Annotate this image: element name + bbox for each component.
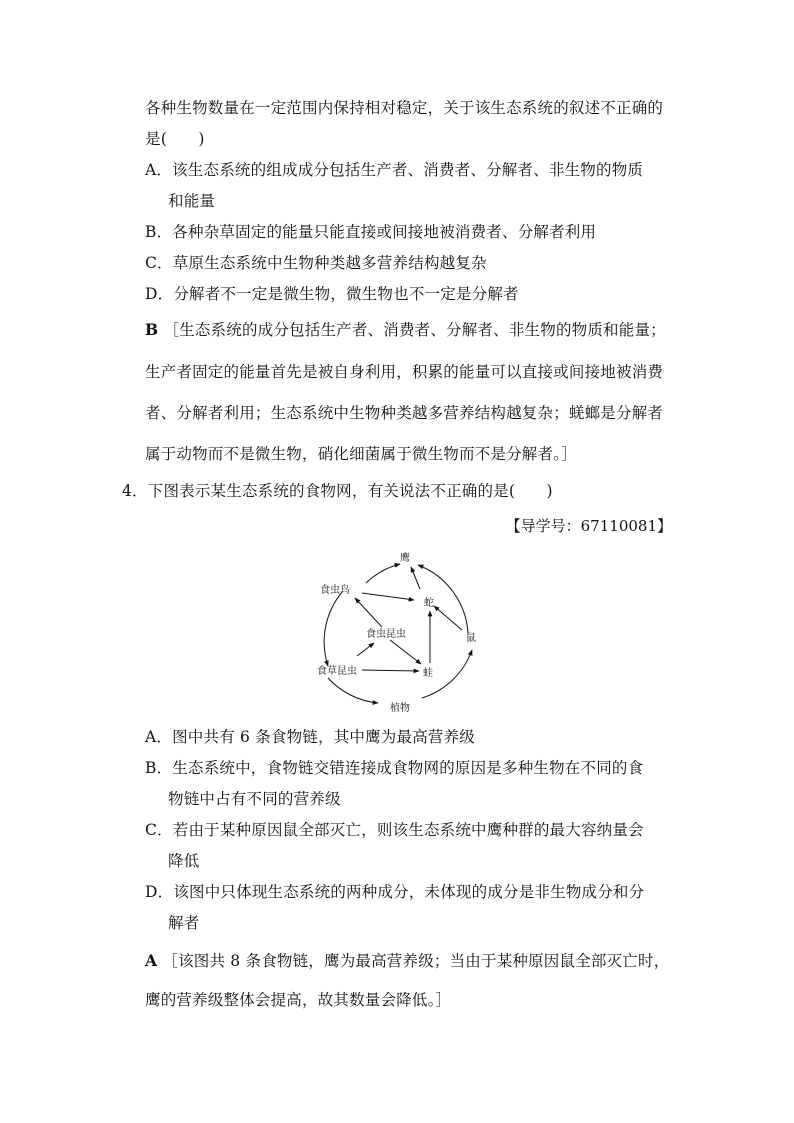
- q4-explanation-text1: ［该图共 8 条食物链，鹰为最高营养级；当由于某种原因鼠全部灭亡时，: [162, 952, 670, 970]
- label-mouse: 鼠: [466, 633, 476, 644]
- arrow-herbivore-to-frog: [362, 670, 419, 671]
- q4-stem: 4．下图表示某生态系统的食物网，有关说法不正确的是( ): [122, 482, 553, 500]
- q4-option-c-line2: 降低: [168, 852, 200, 870]
- q3-explanation-line4: 属于动物而不是微生物，硝化细菌属于微生物而不是分解者。］: [145, 445, 577, 463]
- q4-option-d-line2: 解者: [168, 914, 200, 932]
- q3-option-d: D．分解者不一定是微生物，微生物也不一定是分解者: [145, 285, 519, 303]
- arrow-insect-to-bird: [355, 598, 382, 627]
- q4-option-c-line1: C．若由于某种原因鼠全部灭亡，则该生态系统中鹰种群的最大容纳量会: [145, 821, 644, 839]
- arrow-insect-to-frog: [390, 640, 421, 664]
- label-hawk: 鹰: [400, 553, 410, 564]
- q4-explanation-line1: [145, 951, 669, 971]
- arrow-bird-to-snake: [362, 593, 414, 600]
- arrow-herbivore-to-insect: [357, 643, 374, 656]
- guide-number: 【导学号：67110081】: [505, 517, 672, 535]
- q4-explanation-line2: 鹰的营养级整体会提高，故其数量会降低。］: [145, 991, 452, 1009]
- label-insectivorous-bird: 食虫鸟: [320, 585, 350, 596]
- q4-option-b-line1: B．生态系统中，食物链交错连接成食物网的原因是多种生物在不同的食: [145, 759, 644, 777]
- label-insectivorous-insect: 食虫昆虫: [366, 629, 406, 640]
- q4-option-b-line2: 物链中占有不同的营养级: [168, 790, 341, 808]
- q3-explanation-line2: 生产者固定的能量首先是被自身利用，积累的能量可以直接或间接地被消费: [145, 363, 664, 381]
- q3-explanation-line1: [145, 320, 666, 340]
- q4-option-d-line1: D．该图中只体现生态系统的两种成分，未体现的成分是非生物成分和分: [145, 883, 645, 901]
- q3-option-a-line1: A．该生态系统的组成成分包括生产者、消费者、分解者、非生物的物质: [145, 161, 644, 179]
- arrow-snake-to-hawk: [411, 567, 420, 589]
- arc-herbivore-to-bird: [324, 591, 343, 666]
- label-plant: 植物: [390, 703, 410, 714]
- q4-option-a: A．图中共有 6 条食物链，其中鹰为最高营养级: [145, 728, 476, 746]
- q3-explanation-text1: ［生态系统的成分包括生产者、消费者、分解者、非生物的物质和能量；: [163, 321, 666, 339]
- q3-stem-line2: 是( ): [145, 130, 205, 148]
- q3-answer-letter: B: [145, 320, 159, 339]
- label-frog: 蛙: [423, 668, 433, 679]
- food-web-diagram: [300, 543, 500, 718]
- label-herbivorous-insect: 食草昆虫: [317, 666, 357, 677]
- label-snake: 蛇: [424, 598, 434, 609]
- q3-explanation-line3: 者、分解者利用；生态系统中生物种类越多营养结构越复杂；蜣螂是分解者: [145, 404, 664, 422]
- q3-option-b: B．各种杂草固定的能量只能直接或间接地被消费者、分解者利用: [145, 223, 597, 241]
- q3-option-a-line2: 和能量: [168, 192, 216, 210]
- arc-plant-to-herbivore: [328, 678, 378, 703]
- arrow-mouse-to-snake: [434, 606, 462, 630]
- q4-answer-letter: A: [145, 951, 158, 970]
- arc-bird-to-hawk: [366, 564, 400, 583]
- q3-option-c: C．草原生态系统中生物种类越多营养结构越复杂: [145, 254, 487, 272]
- q3-stem-line1: 各种生物数量在一定范围内保持相对稳定，关于该生态系统的叙述不正确的: [145, 99, 664, 117]
